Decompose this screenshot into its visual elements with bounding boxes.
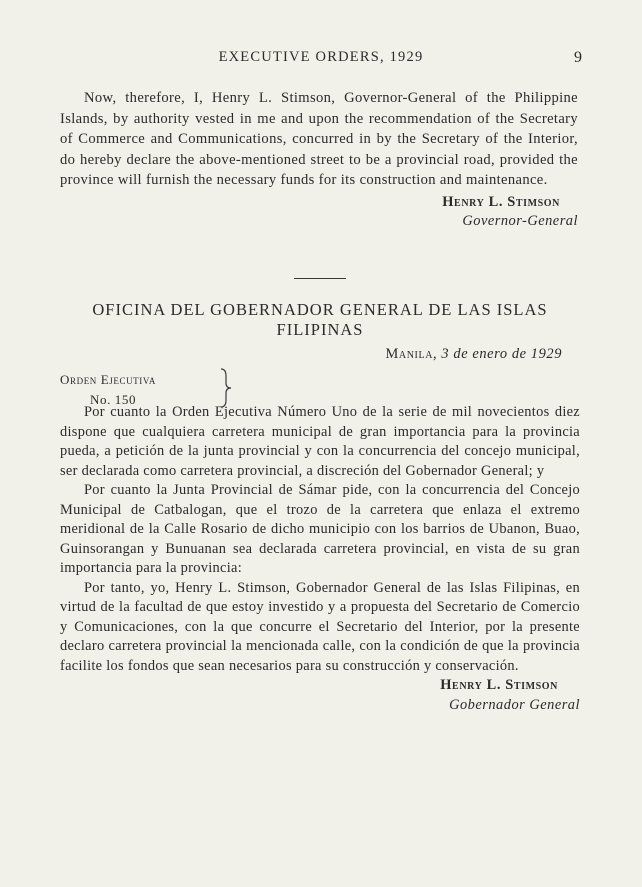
- spanish-signature-title: Gobernador General: [449, 696, 580, 713]
- spanish-signature: [60, 676, 580, 715]
- running-title: EXECUTIVE ORDERS, 1929: [218, 49, 424, 65]
- english-signature-title: Governor-General: [462, 213, 578, 229]
- running-header: [60, 49, 582, 69]
- english-order-conclusion: [60, 88, 578, 232]
- english-signature-name: Henry L. Stimson: [442, 193, 560, 210]
- office-heading: OFICINA DEL GOBERNADOR GENERAL DE LAS ISLAS FILIPINAS: [92, 300, 548, 339]
- curly-brace-icon: [220, 368, 232, 408]
- dateline-date: 3 de enero de 1929: [441, 346, 562, 362]
- spanish-paragraph: Por cuanto la Junta Provincial de Sámar pide, con la concurrencia del Concejo Municipal de Catbalogan, que el trozo de la carretera que enlaza el extremo meridional de la Calle Rosario de dicho municipio con los barrios de Ubanon, Buao, Guinsorangan y Bunuanan sea declarada carretera provincial, en vista de su gran importancia para la provincia:: [60, 482, 580, 576]
- dateline: [386, 346, 562, 363]
- spanish-signature-name: Henry L. Stimson: [440, 677, 558, 693]
- spanish-order-body: [60, 403, 580, 715]
- section-divider: [294, 278, 346, 279]
- page-number: 9: [574, 49, 582, 66]
- order-label-text: Orden Ejecutiva: [60, 372, 156, 387]
- spanish-paragraph: Por tanto, yo, Henry L. Stimson, Gobernador General de las Islas Filipinas, en virtud de la facultad de que estoy investido y a propuesta del Secretario de Comercio y Comunicaciones, con la que concurre el Secretario del Interior, por la presente declaro carretera provincial la mencionada calle, con la condición de que la provincia facilite los fondos que sean necesarios para su construcción y conservación.: [60, 579, 580, 674]
- english-signature: [60, 193, 578, 232]
- spanish-paragraph: Por cuanto la Orden Ejecutiva Número Uno de la serie de mil novecientos diez dispone que cualquiera carretera municipal de gran importancia para la provincia pueda, a petición de la junta provincial y con la concurrencia del concejo municipal, ser declarada como carretera provincial, a discreción del Gobernador General; y: [60, 404, 580, 479]
- english-paragraph: Now, therefore, I, Henry L. Stimson, Governor-General of the Philippine Islands, by authority vested in me and upon the recommendation of the Secretary of Commerce and Communications, concurred in by the Secretary of the Interior, do hereby declare the above-mentioned street to be a provincial road, provided the province will furnish the necessary funds for its construction and maintenance.: [60, 90, 578, 188]
- dateline-city: Manila,: [385, 346, 438, 362]
- order-number: No. 150: [90, 392, 137, 407]
